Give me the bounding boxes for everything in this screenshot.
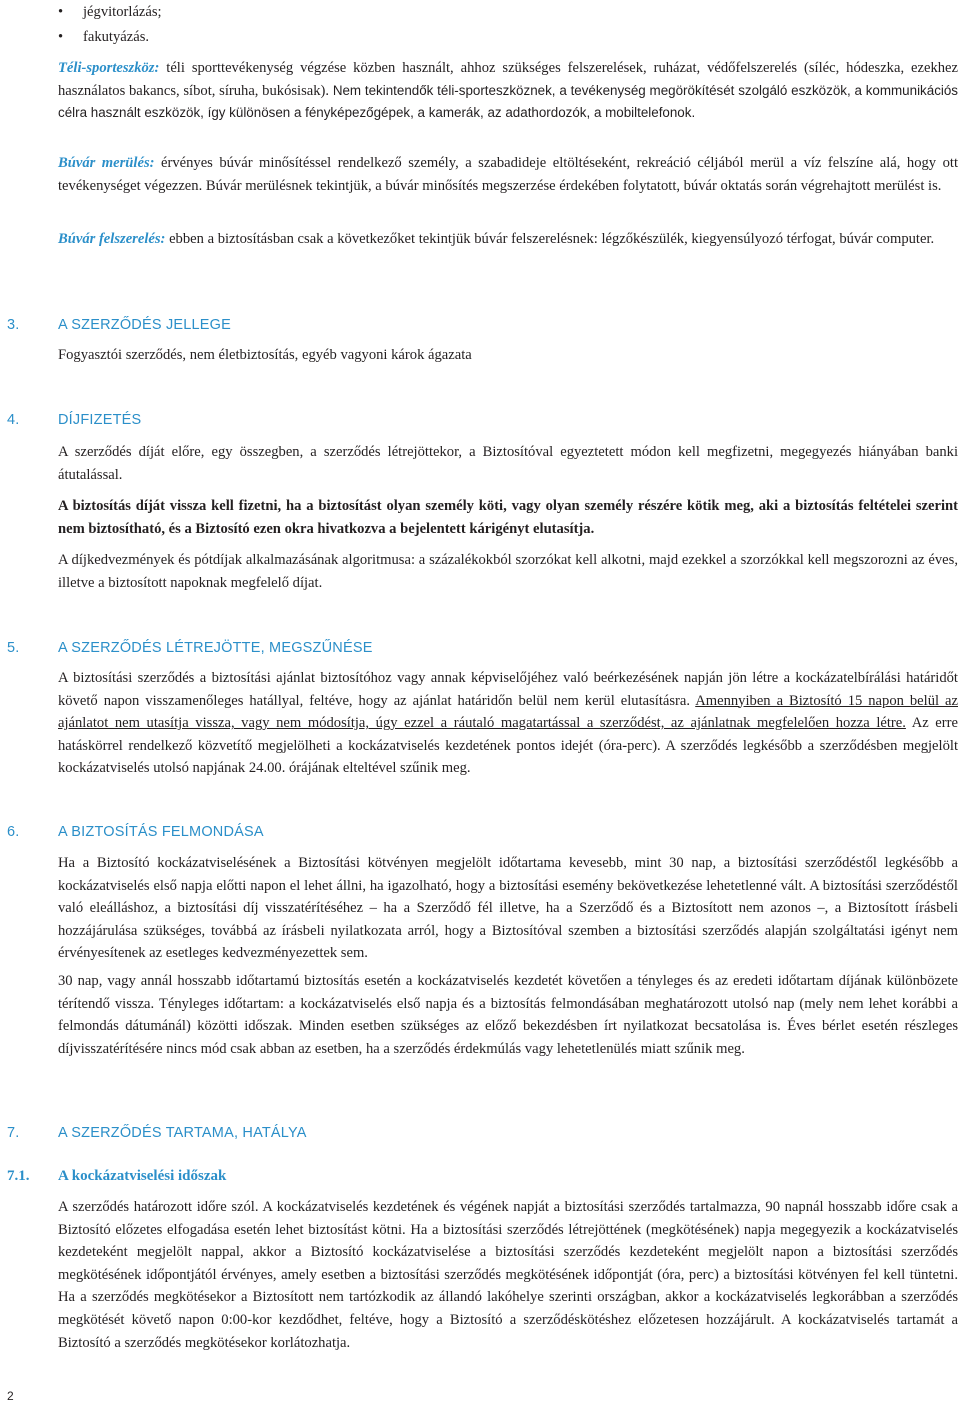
definition-dive bbox=[58, 152, 958, 197]
paragraph: Fogyasztói szerződés, nem életbiztosítás, egyéb vagyoni károk ágazata bbox=[58, 347, 472, 363]
bullet-dot: • bbox=[58, 4, 64, 20]
paragraph-text: A biztosítási szerződés a biztosítási ajánlat biztosítóhoz vagy annak képviselőjéhez való beérkezésének napján jön létre a kockázatelbírálási határidőt követő napon visszamenőleges hatállyal, feltéve, hogy az ajánlat határidőn belül nem kerül elutasításra. bbox=[58, 670, 958, 709]
paragraph-underlined: Amennyiben a Biztosító 15 napon belül az ajánlatot nem utasítja vissza, vagy nem módosítja, úgy ezzel a ráutaló magatartással a szerződést, az ajánlatnak megfelelően hozza létre. bbox=[58, 692, 958, 732]
page-number: 2 bbox=[7, 1389, 14, 1403]
definition-term: Téli-sporteszköz: bbox=[58, 60, 160, 76]
section-5-p1 bbox=[58, 667, 958, 780]
definition-term: Búvár merülés: bbox=[58, 155, 155, 171]
section-title: A SZERZŐDÉS JELLEGE bbox=[58, 317, 232, 333]
section-4-p3 bbox=[58, 549, 958, 594]
definition-text: ebben a biztosításban csak a következőket tekintjük búvár felszerelésnek: légzőkészülék, kiegyensúlyozó térfogat, búvár computer. bbox=[165, 231, 935, 247]
section-title: A SZERZŐDÉS TARTAMA, HATÁLYA bbox=[58, 1125, 307, 1141]
subsection-title: A kockázatviselési időszak bbox=[58, 1168, 227, 1184]
section-number: 6. bbox=[7, 824, 20, 840]
definition-text: téli sporttevékenység végzése közben használt, ahhoz szükséges felszerelések, ruházat, védőfelszerelés (síléc, hódeszka, ezekhez használatos bakancs, síbot, síruha, bukósisak). bbox=[58, 60, 958, 99]
section-title: DÍJFIZETÉS bbox=[58, 412, 142, 428]
bullet-text: jégvitorlázás; bbox=[83, 4, 162, 20]
section-title: A SZERZŐDÉS LÉTREJÖTTE, MEGSZŰNÉSE bbox=[58, 640, 373, 656]
section-number: 4. bbox=[7, 412, 20, 428]
section-6-p2 bbox=[58, 970, 958, 1060]
paragraph: A szerződés határozott időre szól. A kockázatviselés kezdetének és végének napját a biztosítási szerződés tartalmazza, 90 napnál hosszabb időre csak a Biztosító előzetes elfogadása esetén lehet biztosítást kötni. Ha a biztosítási szerződés létrejöttének (megkötésének) napja megegyezik a kockázatviselés kezdeteként megjelölt nappal, akkor a Biztosító kockázatviselése a biztosítási szerződés kezdeteként megjelölt napon a biztosítási szerződés megkötésének időpontjától érvényes, amely esetben a biztosítási szerződés megkötésének időpontját (óra, perc) a biztosítási kötvényen fel kell tüntetni. Ha a szerződés megkötésekor a Biztosított nem tartózkodik az állandó lakóhelye szerinti országban, akkor a kockázatviselés legkorábban a szerződés megkötését követő napon 0:00-kor kezdődhet, feltéve, hogy a Biztosító a szerződéskötéshez előzetesen hozzájárult. A kockázatviselés tartamát a Biztosító a szerződés megkötésekor korlátozhatja. bbox=[58, 1199, 958, 1351]
section-3-body bbox=[58, 344, 958, 367]
section-6-p1 bbox=[58, 852, 958, 965]
section-7-1-p1 bbox=[58, 1196, 958, 1354]
bullet-text: fakutyázás. bbox=[83, 29, 150, 45]
paragraph: Ha a Biztosító kockázatviselésének a Biztosítási kötvényen megjelölt időtartama kevesebb, mint 30 nap, a biztosítási szerződéstől legkésőbb a kockázatviselés első napja előtti napon el lehet állni, ha igazolható, hogy a biztosítási esemény bekövetkezése lehetetlenné vált. A biztosítási szerződéstől való eleálláshoz, a biztosítási díj visszatérítéséhez – ha a Szerződő fél illetve, ha a Szerződő és a Biztosított nem azonos –, a Biztosított írásbeli hozzájárulása szükséges, továbbá az írásbeli nyilatkozata arról, hogy a Biztosítóval szemben a biztosítási szerződés alapján szolgáltatási igényt nem érvényesítenek az esetleges kedvezményezettek sem. bbox=[58, 855, 958, 962]
definition-text: érvényes búvár minősítéssel rendelkező személy, a szabadideje eltöltéseként, rekreáció céljából merül a víz felszíne alá, hogy ott tevékenységet végezzen. Búvár merülésnek tekintjük, a búvár minősítés megszerzése érdekében folytatott, búvár oktatás során végrehajtott merülést is. bbox=[58, 155, 958, 194]
section-number: 3. bbox=[7, 317, 20, 333]
paragraph-bold: A biztosítás díját vissza kell fizetni, ha a biztosítást olyan személy köti, vagy olyan személy részére kötik meg, aki a biztosítás feltételei szerint nem biztosítható, és a Biztosító ezen okra hivatkozva a bejelentett kárigényt elutasítja. bbox=[58, 498, 958, 537]
paragraph-text: Az erre hatáskörrel rendelkező közvetítő megjelölheti a kockázatviselés kezdetének pontos idejét (óra-perc). A szerződés legkésőbb a szerződésben megjelölt kockázatviselés utolsó napjának 24.00. órájának elteltével szűnik meg. bbox=[58, 715, 958, 777]
bullet-dot: • bbox=[58, 29, 64, 45]
section-title: A BIZTOSÍTÁS FELMONDÁSA bbox=[58, 824, 264, 840]
paragraph: 30 nap, vagy annál hosszabb időtartamú biztosítás esetén a kockázatviselés kezdetét követően a tényleges és az eredeti időtartam díjának különbözete térítendő vissza. Tényleges időtartam: a kockázatviselés első napja és a biztosítás felmondásában meghatározott utolsó nap (mely nem lehet korábbi a felmondás dátumánál) közötti időszak. Minden esetben szükséges az előző bekezdésben írt nyilatkozat becsatolása is. Éves bérlet esetén részleges díjvisszatérítésére nincs mód csak abban az esetben, ha a szerződés érdekmúlás vagy lehetetlenülés miatt szűnik meg. bbox=[58, 973, 958, 1057]
subsection-number: 7.1. bbox=[7, 1168, 30, 1184]
definition-term: Búvár felszerelés: bbox=[58, 231, 166, 247]
definition-winter-sports bbox=[58, 57, 958, 125]
paragraph: A szerződés díját előre, egy összegben, a szerződés létrejöttekor, a Biztosítóval egyeztetett módon kell megfizetni, megegyezés hiányában banki átutalással. bbox=[58, 444, 958, 483]
section-number: 7. bbox=[7, 1125, 20, 1141]
section-4-p1 bbox=[58, 441, 958, 486]
paragraph: A díjkedvezmények és pótdíjak alkalmazásának algoritmusa: a százalékokból szorzókat kell alkotni, majd ezekkel a szorzókkal kell megszorozni az éves, illetve a biztosított napoknak megfelelő díjat. bbox=[58, 552, 958, 591]
definition-dive-gear bbox=[58, 228, 958, 251]
definition-text-sans: Nem tekintendők téli-sporteszköznek, a tevékenység megörökítését szolgáló eszközök, a kommunikációs célra használt eszközök, így különösen a fényképezőgépek, a kamerák, az adathordozók, a mobiltelefonok. bbox=[58, 82, 959, 121]
section-4-p2 bbox=[58, 495, 958, 540]
section-number: 5. bbox=[7, 640, 20, 656]
